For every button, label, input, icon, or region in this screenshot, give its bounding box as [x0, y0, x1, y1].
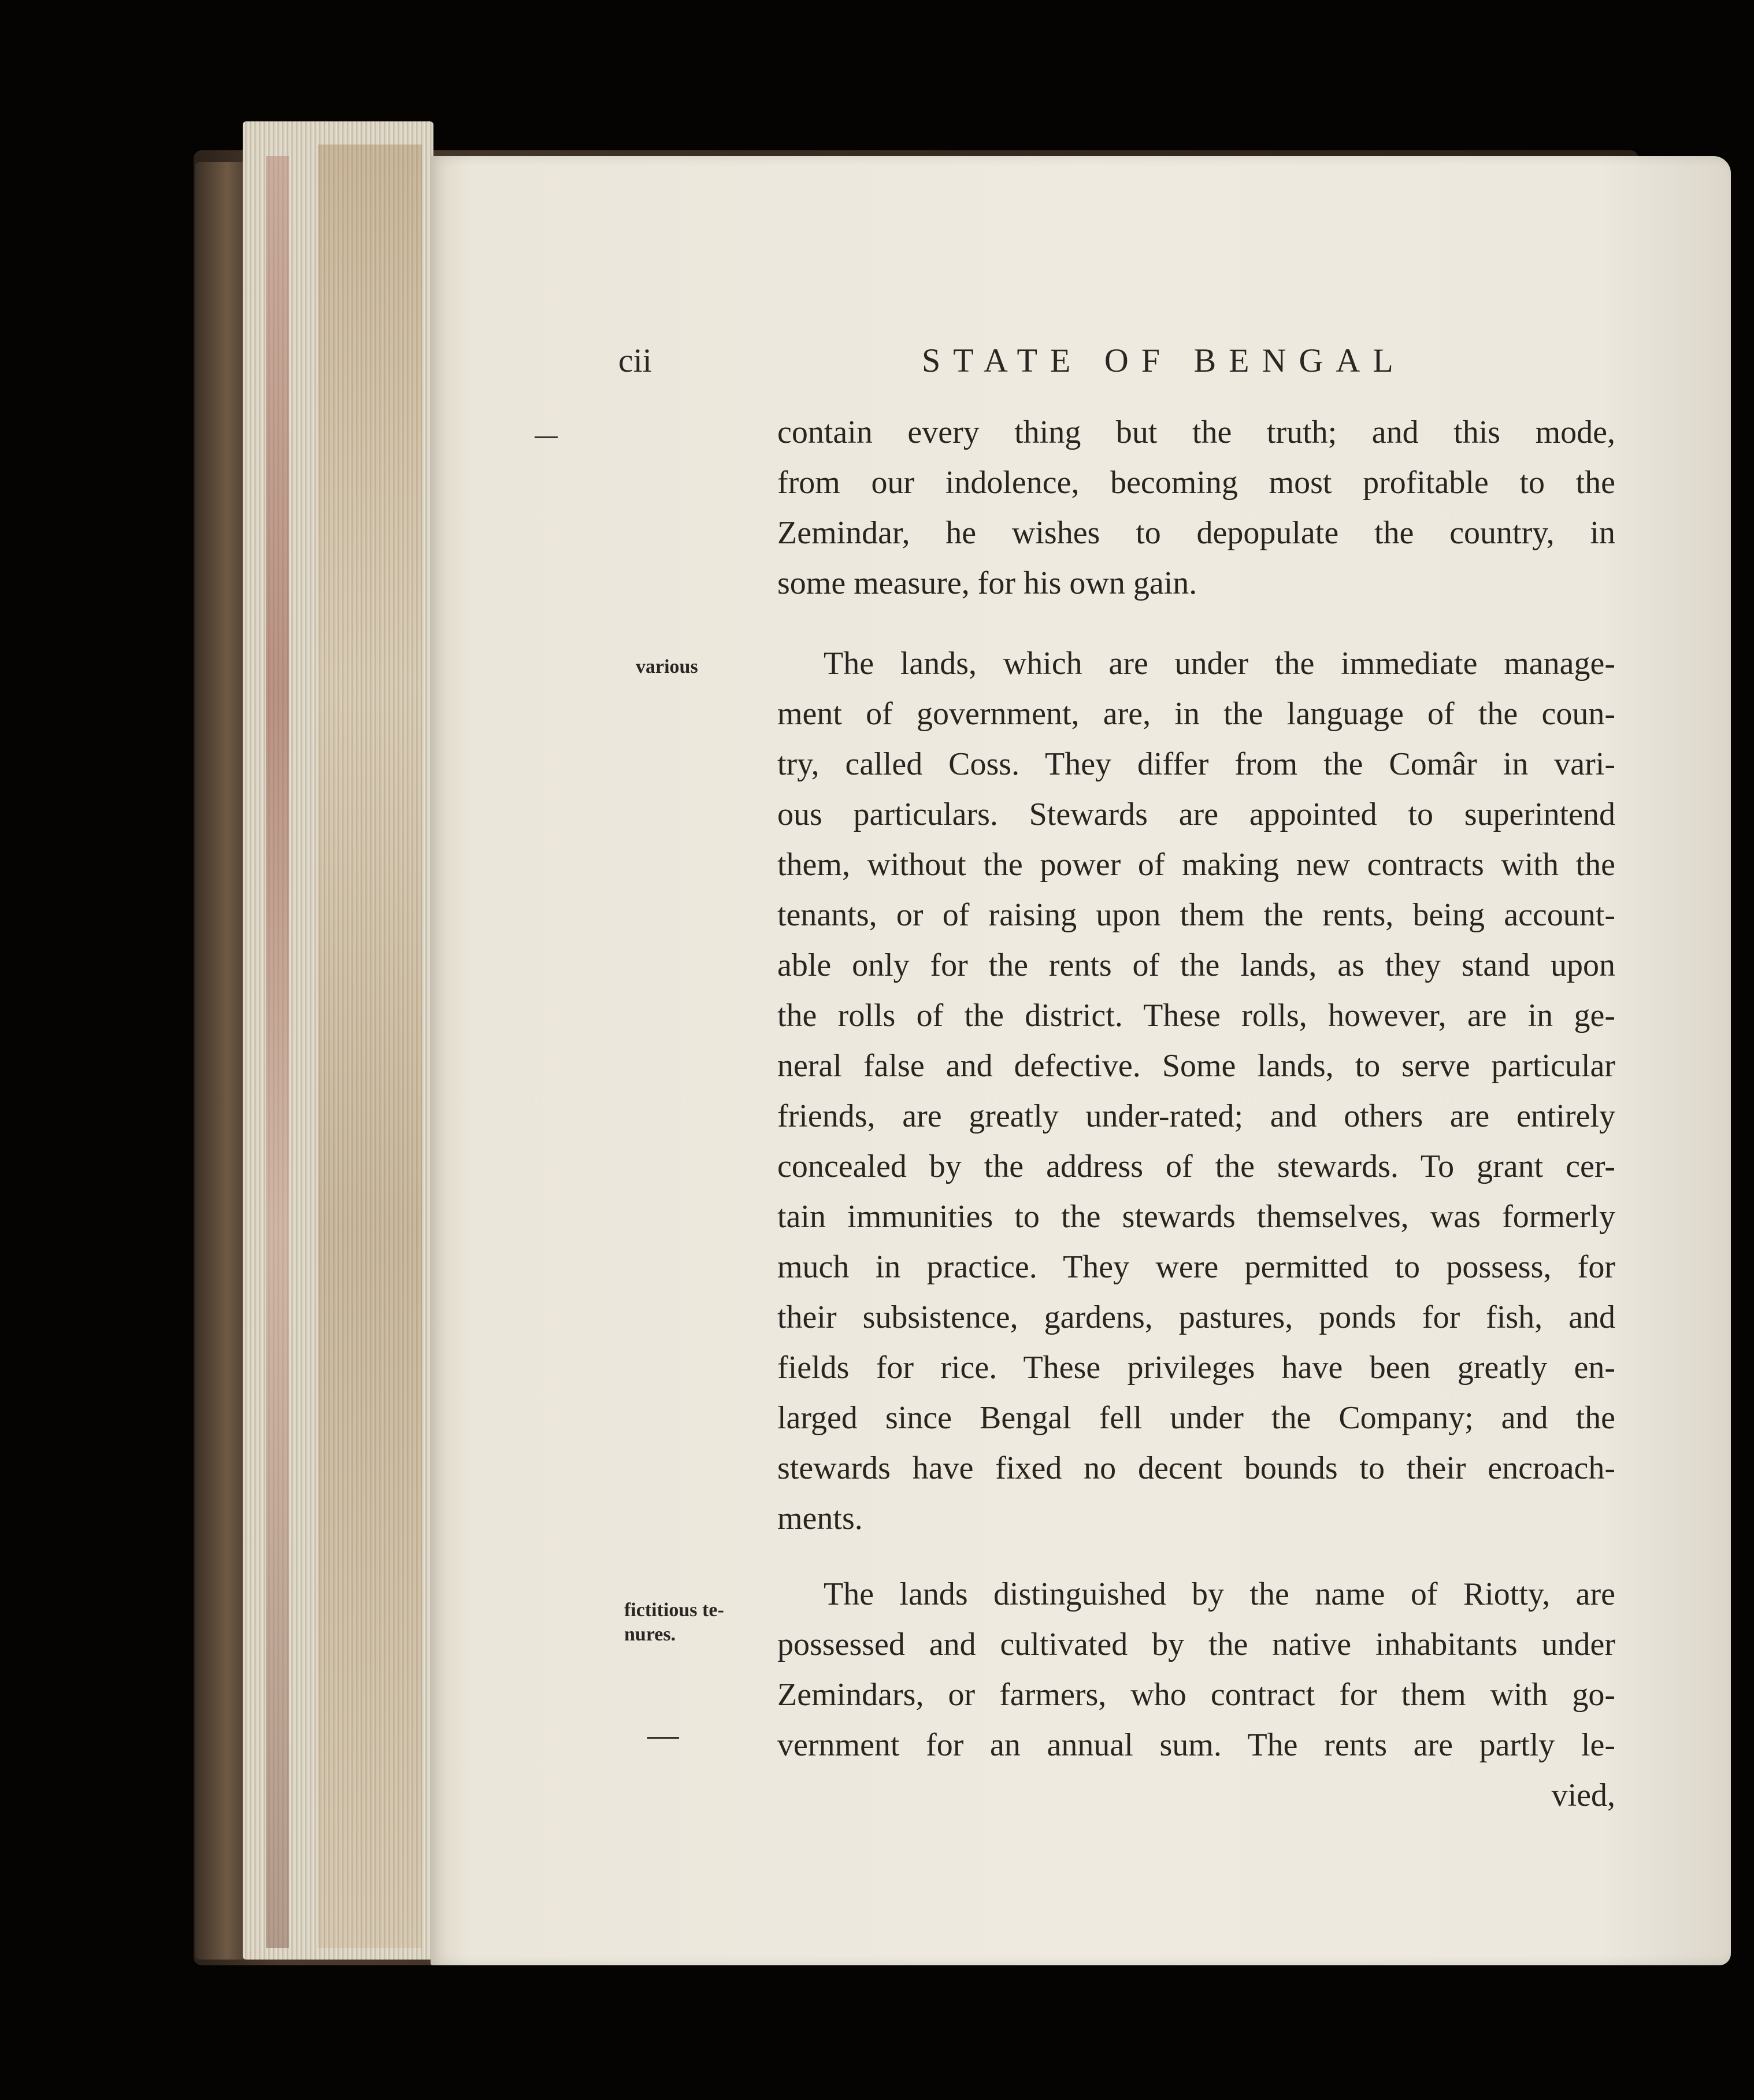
text-line: possessed and cultivated by the native inhabitants under: [777, 1627, 1615, 1662]
text-line: tain immunities to the stewards themselves, was formerly: [777, 1199, 1615, 1235]
text-line: able only for the rents of the lands, as they stand upon: [777, 947, 1615, 983]
edge-stain: [318, 145, 422, 1948]
catchword: vied,: [1551, 1777, 1615, 1813]
text-line: tenants, or of raising upon them the rents, being account-: [777, 897, 1615, 933]
text-line: fields for rice. These privileges have been greatly en-: [777, 1350, 1615, 1386]
text-line: Zemindar, he wishes to depopulate the country, in: [777, 515, 1615, 551]
margin-note-line: fictitious te-: [624, 1599, 724, 1621]
page-header: [618, 341, 1618, 382]
page-edges: [243, 121, 433, 1960]
margin-note-line: nures.: [624, 1624, 676, 1645]
margin-note-fictitious: [624, 1598, 740, 1647]
paragraph-2: [777, 639, 1615, 1544]
margin-mark: [647, 1737, 679, 1739]
text-line: ous particulars. Stewards are appointed to superintend: [777, 797, 1615, 832]
paragraph-3: [777, 1569, 1615, 1821]
text-line: from our indolence, becoming most profitable to the: [777, 465, 1615, 501]
text-line: much in practice. They were permitted to possess, for: [777, 1249, 1615, 1285]
text-line: Zemindars, or farmers, who contract for them with go-: [777, 1677, 1615, 1713]
margin-note-various: various: [636, 656, 698, 677]
text-line: neral false and defective. Some lands, to serve particular: [777, 1048, 1615, 1084]
text-line: some measure, for his own gain.: [777, 565, 1197, 601]
page-number: cii: [618, 342, 652, 379]
marbled-edge: [266, 156, 289, 1948]
text-line: them, without the power of making new contracts with the: [777, 847, 1615, 883]
text-line: stewards have fixed no decent bounds to their encroach-: [777, 1450, 1615, 1486]
text-line: ments.: [777, 1501, 863, 1536]
text-line: The lands distinguished by the name of Riotty, are: [824, 1576, 1615, 1612]
text-line: The lands, which are under the immediate manage-: [824, 646, 1615, 682]
text-line: larged since Bengal fell under the Company; and the: [777, 1400, 1615, 1436]
margin-mark: [535, 436, 558, 438]
text-line: try, called Coss. They differ from the Comâr in vari-: [777, 746, 1615, 782]
text-line: the rolls of the district. These rolls, however, are in ge-: [777, 998, 1615, 1034]
text-line: ment of government, are, in the language of the coun-: [777, 696, 1615, 732]
text-line: vernment for an annual sum. The rents are partly le-: [777, 1727, 1615, 1763]
text-line: their subsistence, gardens, pastures, ponds for fish, and: [777, 1299, 1615, 1335]
text-line: concealed by the address of the stewards. To grant cer-: [777, 1149, 1615, 1184]
text-line: friends, are greatly under-rated; and others are entirely: [777, 1098, 1615, 1134]
paragraph-1: [777, 408, 1615, 609]
running-head: STATE OF BENGAL: [922, 342, 1406, 379]
text-line: contain every thing but the truth; and this mode,: [777, 414, 1615, 450]
